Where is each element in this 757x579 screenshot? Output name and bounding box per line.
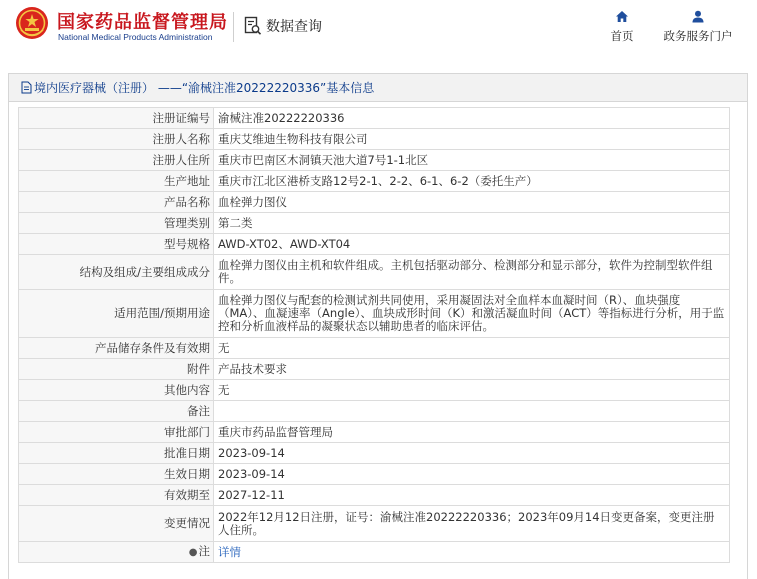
row-value (214, 401, 730, 422)
table-row (19, 485, 730, 506)
row-label-note (19, 542, 214, 563)
detail-panel (8, 73, 748, 579)
table-row (19, 380, 730, 401)
data-query-link[interactable] (244, 15, 322, 37)
home-icon (615, 10, 629, 23)
row-value: AWD-XT02、AWD-XT04 (214, 234, 730, 255)
row-value: 2023-09-14 (214, 443, 730, 464)
table-row (19, 401, 730, 422)
row-value: 2027-12-11 (214, 485, 730, 506)
row-label: 管理类别 (19, 213, 214, 234)
row-label: 型号规格 (19, 234, 214, 255)
row-label: 生效日期 (19, 464, 214, 485)
lightbulb-icon: ● (188, 547, 198, 558)
row-value: 渝械注准20222220336 (214, 108, 730, 129)
panel-title-bar (9, 74, 747, 102)
row-value: 重庆市江北区港桥支路12号2-1、2-2、6-1、6-2（委托生产） (214, 171, 730, 192)
row-value: 产品技术要求 (214, 359, 730, 380)
user-icon (691, 10, 705, 23)
row-label: 附件 (19, 359, 214, 380)
details-link[interactable]: 详情 (214, 542, 730, 563)
row-label: 适用范围/预期用途 (19, 290, 214, 338)
row-value: 血栓弹力图仪与配套的检测试剂共同使用，采用凝固法对全血样本血凝时间（R）、血块强度（MA）、血凝速率（Angle）、血块成形时间（K）和激活凝血时间（ACT）等指标进行分析，用于监控和分析血液样品的凝聚状态以辅助患者的临床评估。 (214, 290, 730, 338)
table-row (19, 129, 730, 150)
row-value: 第二类 (214, 213, 730, 234)
row-label: 注册人住所 (19, 150, 214, 171)
table-row (19, 150, 730, 171)
row-value: 血栓弹力图仪由主机和软件组成。主机包括驱动部分、检测部分和显示部分，软件为控制型软件组件。 (214, 255, 730, 290)
row-value: 无 (214, 338, 730, 359)
row-label: 结构及组成/主要组成成分 (19, 255, 214, 290)
row-value: 2023-09-14 (214, 464, 730, 485)
table-row (19, 464, 730, 485)
row-label: 变更情况 (19, 506, 214, 542)
row-label: 产品储存条件及有效期 (19, 338, 214, 359)
row-label: 产品名称 (19, 192, 214, 213)
row-label: 生产地址 (19, 171, 214, 192)
row-label: 其他内容 (19, 380, 214, 401)
site-header (0, 0, 757, 58)
row-value: 2022年12月12日注册，证号：渝械注准20222220336；2023年09月14日变更备案，变更注册人住所。 (214, 506, 730, 542)
table-row (19, 338, 730, 359)
table-row (19, 542, 730, 563)
table-row (19, 234, 730, 255)
document-icon (21, 81, 32, 94)
row-value: 重庆市药品监督管理局 (214, 422, 730, 443)
table-row (19, 192, 730, 213)
row-value: 重庆市巴南区木洞镇天池大道7号1-1北区 (214, 150, 730, 171)
nav-home-label: 首页 (610, 29, 634, 43)
registration-info-table (18, 107, 730, 563)
national-emblem-icon (15, 6, 49, 40)
table-row (19, 290, 730, 338)
row-label: 注册人名称 (19, 129, 214, 150)
table-row (19, 213, 730, 234)
row-label: 有效期至 (19, 485, 214, 506)
table-row (19, 506, 730, 542)
table-row (19, 443, 730, 464)
data-query-label: 数据查询 (266, 19, 322, 35)
row-value: 无 (214, 380, 730, 401)
row-label: 注册证编号 (19, 108, 214, 129)
site-subtitle: National Medical Products Administration (58, 32, 213, 42)
table-row (19, 359, 730, 380)
table-row (19, 422, 730, 443)
row-value: 重庆艾维迪生物科技有限公司 (214, 129, 730, 150)
search-document-icon (244, 16, 262, 36)
site-title[interactable]: 国家药品监督管理局 (57, 12, 228, 33)
table-row (19, 255, 730, 290)
table-row (19, 171, 730, 192)
nav-service-portal[interactable] (659, 10, 737, 44)
row-value: 血栓弹力图仪 (214, 192, 730, 213)
header-divider (233, 12, 234, 42)
panel-title: 境内医疗器械（注册） ——“渝械注准20222220336”基本信息 (34, 81, 375, 95)
row-label: 备注 (19, 401, 214, 422)
row-label: 审批部门 (19, 422, 214, 443)
row-label: 批准日期 (19, 443, 214, 464)
note-label: 注 (198, 544, 210, 558)
table-row (19, 108, 730, 129)
nav-home[interactable] (606, 10, 638, 44)
nav-service-portal-label: 政务服务门户 (663, 29, 733, 43)
